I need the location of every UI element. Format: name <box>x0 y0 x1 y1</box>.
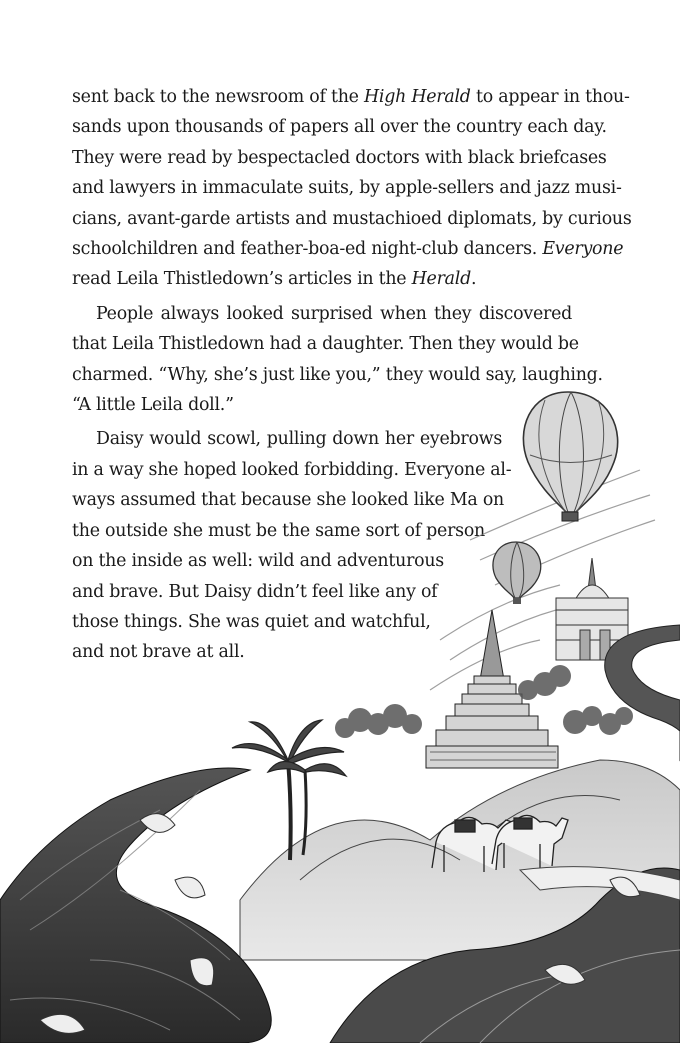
text-line: that Leila Thistledown had a daughter. Then they would be <box>72 334 579 355</box>
text-line: the outside she must be the same sort of person <box>72 520 485 541</box>
desert-journey-illustration <box>0 380 680 1043</box>
italic-text: Herald <box>411 269 471 290</box>
text-line: People always looked surprised when they discovered <box>96 303 572 324</box>
text-line: “A little Leila doll.” <box>72 395 234 416</box>
text-line: charmed. “Why, she’s just like you,” they would say, laughing. <box>72 364 603 385</box>
text-line: They were read by bespectacled doctors with black briefcases <box>72 147 607 168</box>
text-line: in a way she hoped looked forbidding. Everyone al- <box>72 459 512 480</box>
river-right <box>605 625 680 760</box>
hot-air-balloon-small <box>493 542 541 604</box>
text-line: Daisy would scowl, pulling down her eyebrows <box>96 429 502 450</box>
text-line: cians, avant-garde artists and mustachioed diplomats, by curious <box>72 208 632 229</box>
italic-text: High Herald <box>364 87 471 107</box>
text-line: and lawyers in immaculate suits, by apple-sellers and jazz musi- <box>72 178 622 199</box>
text-line: read Leila Thistledown’s articles in the Herald. <box>72 269 477 290</box>
text-line: those things. She was quiet and watchful, <box>72 611 431 632</box>
text-line: sands upon thousands of papers all over the country each day. <box>72 117 607 138</box>
italic-text: Everyone <box>542 239 624 260</box>
text-line: on the inside as well: wild and adventurous <box>72 551 444 572</box>
text-line: sent back to the newsroom of the High Herald to appear in thou- <box>72 87 630 107</box>
hot-air-balloon-large <box>523 392 617 521</box>
text-line: and brave. But Daisy didn’t feel like any of <box>72 581 438 602</box>
text-line: schoolchildren and feather-boa-ed night-club dancers. Everyone <box>72 239 624 260</box>
text-line: ways assumed that because she looked like Ma on <box>72 490 504 511</box>
river-left <box>0 768 271 1043</box>
text-line: and not brave at all. <box>72 642 245 663</box>
